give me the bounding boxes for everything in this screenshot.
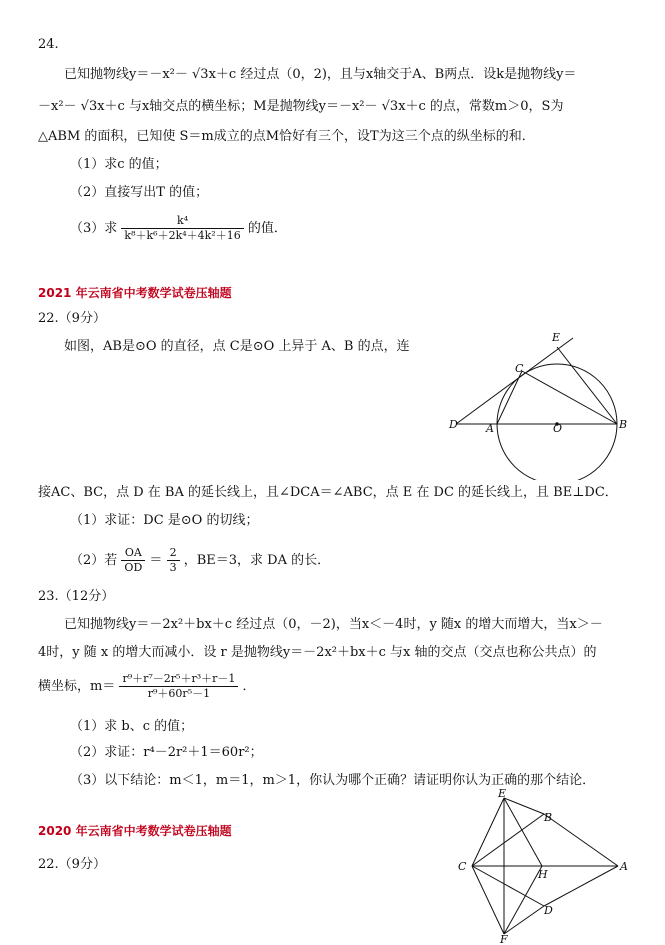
m-fraction	[119, 672, 238, 701]
label-C: C	[515, 362, 524, 375]
q22a-part2	[70, 546, 330, 575]
ratio-two-thirds	[167, 546, 180, 575]
q22a-number: 22.（9分）	[38, 311, 106, 326]
label-D: D	[449, 418, 458, 431]
quadrilateral-figure	[452, 788, 634, 945]
q24-number: 24.	[38, 37, 59, 52]
q22b-number: 22.（9分）	[38, 857, 106, 872]
label-F: F	[500, 933, 508, 945]
fraction-numerator: r⁹＋r⁷－2r⁵＋r³＋r－1	[119, 672, 238, 687]
q22a-part2-suffix: ，BE＝3，求 DA 的长．	[183, 553, 331, 568]
label-A: A	[486, 422, 494, 435]
fraction-numerator: OA	[121, 546, 145, 561]
q23-line3-suffix: ．	[242, 679, 256, 694]
label-B: B	[619, 418, 628, 431]
equals-sign: ＝	[149, 553, 163, 568]
label-D: D	[544, 904, 553, 917]
q22a-line1: 如图，AB是⊙O 的直径，点 C是⊙O 上异于 A、B 的点，连	[64, 339, 410, 354]
q22a-part1: （1）求证：DC 是⊙O 的切线；	[70, 513, 259, 528]
section-heading-2020: 2020 年云南省中考数学试卷压轴题	[38, 824, 232, 838]
fraction-denominator: k⁸＋k⁶＋2k⁴＋4k²＋16	[124, 229, 241, 242]
fraction-denominator: OD	[124, 561, 143, 574]
q23-part3: （3）以下结论：m＜1，m＝1，m＞1，你认为哪个正确？请证明你认为正确的那个结论．	[70, 773, 596, 788]
q24-part1: （1）求c 的值；	[70, 157, 168, 172]
q24-part3-fraction	[121, 214, 243, 243]
q23-line1: 已知抛物线y＝－2x²＋bx＋c 经过点（0，－2)，当x＜－4时，y 随x 的增大而增大，当x＞－	[64, 617, 603, 632]
label-A: A	[620, 860, 628, 873]
q24-line2: －x²－ √3x＋c 与x轴交点的横坐标；M是抛物线y＝－x²－ √3x＋c 的点，常数m＞0，S为	[38, 99, 564, 114]
q22a-line2: 接AC、BC，点 D 在 BA 的延长线上，且∠DCA＝∠ABC，点 E 在 DC 的延长线上，且 BE⊥DC．	[38, 485, 618, 500]
q23-line3	[38, 672, 256, 701]
ratio-oa-od	[121, 546, 145, 575]
q24-part2: （2）直接写出T 的值；	[70, 185, 209, 200]
q24-part3-prefix: （3）求	[70, 221, 118, 236]
q24-line3: △ABM 的面积，已知使 S＝m成立的点M恰好有三个，设T为这三个点的纵坐标的和．	[38, 129, 535, 144]
q23-line2: 4时，y 随 x 的增大而减小．设 r 是抛物线y＝－2x²＋bx＋c 与x 轴的交点（交点也称公共点）的	[38, 645, 597, 660]
fraction-denominator: 3	[169, 561, 177, 574]
fraction-numerator: 2	[167, 546, 180, 561]
fraction-denominator: r⁹＋60r⁵－1	[147, 687, 211, 700]
label-E: E	[552, 331, 561, 344]
q23-line3-prefix: 横坐标，m＝	[38, 679, 116, 694]
q23-number: 23.（12分）	[38, 589, 115, 604]
label-O: O	[553, 422, 563, 435]
q22a-part2-prefix: （2）若	[70, 553, 118, 568]
circle-tangent-figure	[440, 328, 640, 480]
q24-part3	[70, 214, 287, 243]
label-C: C	[458, 860, 467, 873]
q23-part1: （1）求 b、c 的值；	[70, 719, 194, 734]
label-B: B	[544, 811, 553, 824]
label-E: E	[498, 788, 507, 800]
q24-part3-suffix: 的值．	[247, 221, 287, 236]
section-heading-2021: 2021 年云南省中考数学试卷压轴题	[38, 286, 232, 300]
label-H: H	[538, 868, 548, 881]
fraction-numerator: k⁴	[121, 214, 243, 229]
q23-part2: （2）求证：r⁴－2r²＋1＝60r²；	[70, 745, 263, 760]
q24-line1: 已知抛物线y＝－x²－ √3x＋c 经过点（0，2)，且与x轴交于A、B两点．设k是抛物线y＝	[64, 67, 577, 82]
